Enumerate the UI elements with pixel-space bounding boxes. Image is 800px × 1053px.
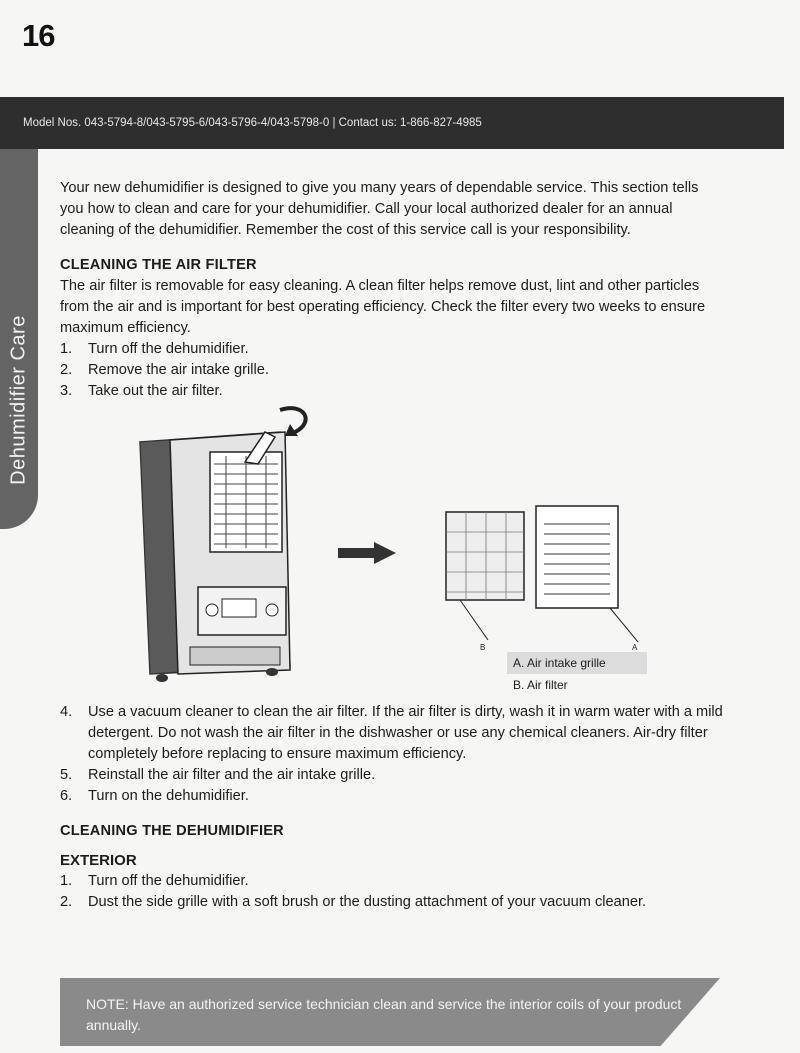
legend-item-air-intake-grille: A. Air intake grille bbox=[507, 652, 647, 674]
figure-legend bbox=[507, 652, 647, 696]
dehumidifier-cleaning-heading: CLEANING THE DEHUMIDIFIER bbox=[60, 823, 284, 839]
list-item: 2. Dust the side grille with a soft brush or the dusting attachment of your vacuum cleaner. bbox=[60, 894, 647, 910]
air-filter-body: The air filter is removable for easy cleaning. A clean filter helps remove dust, lint and other particles from the air and is important for best operating efficiency. Check the filter every two weeks to ensure maximum efficiency. bbox=[60, 278, 706, 336]
list-item: 6. Turn on the dehumidifier. bbox=[60, 788, 249, 804]
arrow-right-icon bbox=[338, 542, 398, 564]
list-item: 4. Use a vacuum cleaner to clean the air filter. If the air filter is dirty, wash it in warm water with a mild detergent. Do not wash the air filter in the dishwasher or use any chemical cleaners. Air-dry filter completely before replacing to ensure maximum efficiency. bbox=[60, 704, 723, 762]
page-number: 16 bbox=[22, 18, 55, 53]
list-item: 2. Remove the air intake grille. bbox=[60, 362, 269, 378]
air-filter-and-grille-illustration bbox=[440, 492, 640, 652]
list-item: 5. Reinstall the air filter and the air intake grille. bbox=[60, 767, 376, 783]
model-contact-header: Model Nos. 043-5794-8/043-5795-6/043-5796-4/043-5798-0 | Contact us: 1-866-827-4985 bbox=[0, 97, 784, 149]
callout-a: A bbox=[632, 643, 638, 652]
air-filter-steps bbox=[60, 339, 725, 402]
intro-paragraph: Your new dehumidifier is designed to give you many years of dependable service. This section tells you how to clean and care for your dehumidifier. Call your local authorized dealer for an annual cleaning of the dehumidifier. Remember the cost of this service call is your responsibility. bbox=[60, 180, 699, 238]
list-item: 1. Turn off the dehumidifier. bbox=[60, 873, 249, 889]
air-filter-steps-continued bbox=[60, 702, 725, 807]
exterior-steps bbox=[60, 871, 725, 913]
list-item: 3. Take out the air filter. bbox=[60, 383, 223, 399]
list-item: 1. Turn off the dehumidifier. bbox=[60, 341, 249, 357]
legend-item-air-filter: B. Air filter bbox=[513, 678, 568, 692]
page-content bbox=[60, 178, 725, 913]
dehumidifier-illustration bbox=[130, 402, 360, 692]
air-filter-heading: CLEANING THE AIR FILTER bbox=[60, 257, 257, 273]
note-text: NOTE: Have an authorized service technician clean and service the interior coils of your product annually. bbox=[86, 996, 682, 1033]
exterior-subheading: EXTERIOR bbox=[60, 852, 137, 869]
section-side-tab-label: Dehumidifier Care bbox=[7, 315, 30, 485]
callout-b: B bbox=[480, 643, 486, 652]
filter-removal-figure bbox=[60, 402, 725, 702]
